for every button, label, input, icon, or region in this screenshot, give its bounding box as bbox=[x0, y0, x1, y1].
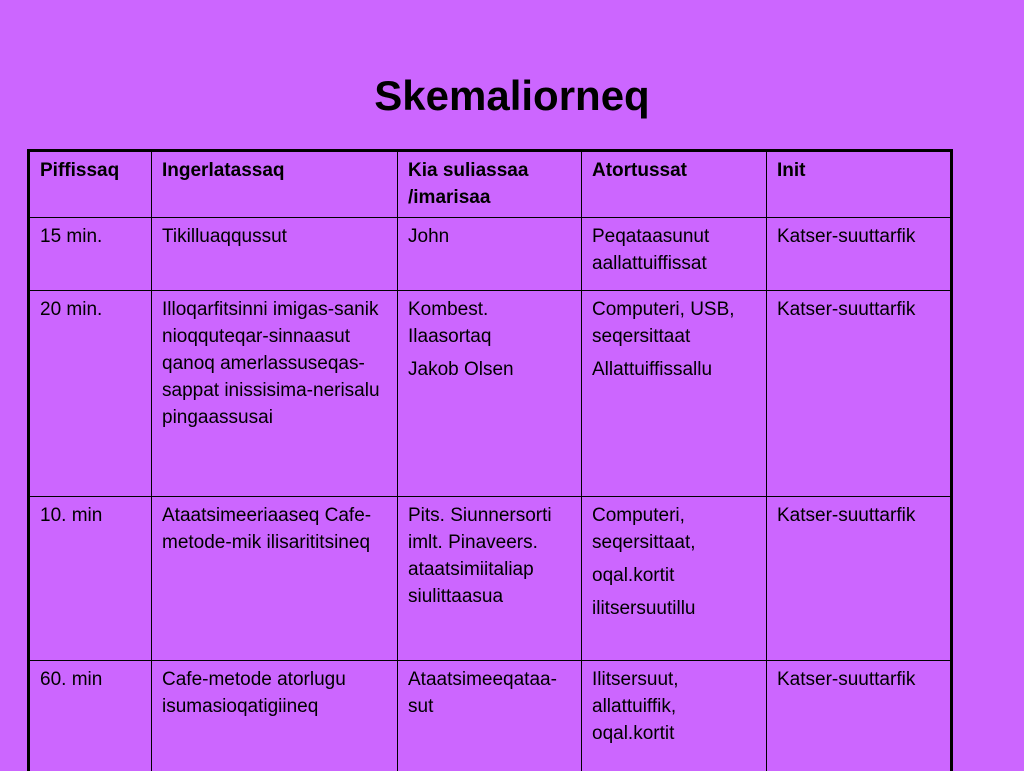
cell-time bbox=[29, 661, 152, 771]
cell-materials bbox=[582, 661, 767, 771]
cell-line: Cafe-metode atorlugu isumasioqatigiineq bbox=[162, 669, 346, 717]
cell-responsible bbox=[398, 497, 582, 661]
cell-time bbox=[29, 291, 152, 497]
cell-line: Katser-suuttarfik bbox=[777, 226, 916, 247]
table-row bbox=[29, 497, 952, 661]
cell-line: Kombest. Ilaasortaq bbox=[408, 299, 492, 347]
cell-line: 15 min. bbox=[40, 226, 103, 247]
cell-line: Katser-suuttarfik bbox=[777, 299, 916, 320]
cell-line: oqal.kortit bbox=[592, 565, 675, 586]
cell-activity bbox=[152, 661, 398, 771]
cell-responsible bbox=[398, 218, 582, 291]
cell-line: Katser-suuttarfik bbox=[777, 505, 916, 526]
header-materials: Atortussat bbox=[582, 151, 767, 218]
cell-activity bbox=[152, 497, 398, 661]
cell-materials bbox=[582, 497, 767, 661]
cell-place bbox=[767, 218, 952, 291]
table-row bbox=[29, 661, 952, 771]
table-row bbox=[29, 291, 952, 497]
cell-materials bbox=[582, 218, 767, 291]
header-activity: Ingerlatassaq bbox=[152, 151, 398, 218]
cell-line: Ilitsersuut, allattuiffik, oqal.kortit bbox=[592, 669, 679, 744]
cell-place bbox=[767, 497, 952, 661]
cell-time bbox=[29, 497, 152, 661]
cell-place bbox=[767, 661, 952, 771]
table-row bbox=[29, 218, 952, 291]
cell-line: Jakob Olsen bbox=[408, 359, 514, 380]
cell-line: 60. min bbox=[40, 669, 103, 690]
cell-line: Ataatsimeeriaaseq Cafe-metode-mik ilisarititsineq bbox=[162, 505, 372, 553]
cell-time bbox=[29, 218, 152, 291]
cell-line: Illoqarfitsinni imigas-sanik nioqquteqar-sinnaasut qanoq amerlassuseqas-sappat inissisima-nerisalu pingaassusai bbox=[162, 299, 380, 428]
cell-line: Pits. Siunnersorti imlt. Pinaveers. ataatsimiitaliap siulittaasua bbox=[408, 505, 552, 607]
cell-responsible bbox=[398, 291, 582, 497]
cell-line: 10. min bbox=[40, 505, 103, 526]
cell-activity bbox=[152, 218, 398, 291]
cell-line: Allattuiffissallu bbox=[592, 359, 713, 380]
cell-place bbox=[767, 291, 952, 497]
header-place: Init bbox=[767, 151, 952, 218]
header-time: Piffissaq bbox=[29, 151, 152, 218]
cell-line: Katser-suuttarfik bbox=[777, 669, 916, 690]
cell-line: Computeri, seqersittaat, bbox=[592, 505, 696, 553]
slide-title: Skemaliorneq bbox=[374, 72, 650, 119]
cell-line: Tikilluaqqussut bbox=[162, 226, 287, 247]
cell-line: 20 min. bbox=[40, 299, 103, 320]
cell-line: Computeri, USB, seqersittaat bbox=[592, 299, 735, 347]
header-responsible: Kia suliassaa /imarisaa bbox=[398, 151, 582, 218]
cell-line: Ataatsimeeqataa-sut bbox=[408, 669, 557, 717]
cell-line: Peqataasunut aallattuiffissat bbox=[592, 226, 710, 274]
table-header-row bbox=[29, 151, 952, 218]
schedule-table bbox=[27, 149, 953, 771]
cell-line: ilitsersuutillu bbox=[592, 598, 696, 619]
cell-activity bbox=[152, 291, 398, 497]
cell-materials bbox=[582, 291, 767, 497]
cell-responsible bbox=[398, 661, 582, 771]
cell-line: John bbox=[408, 226, 450, 247]
